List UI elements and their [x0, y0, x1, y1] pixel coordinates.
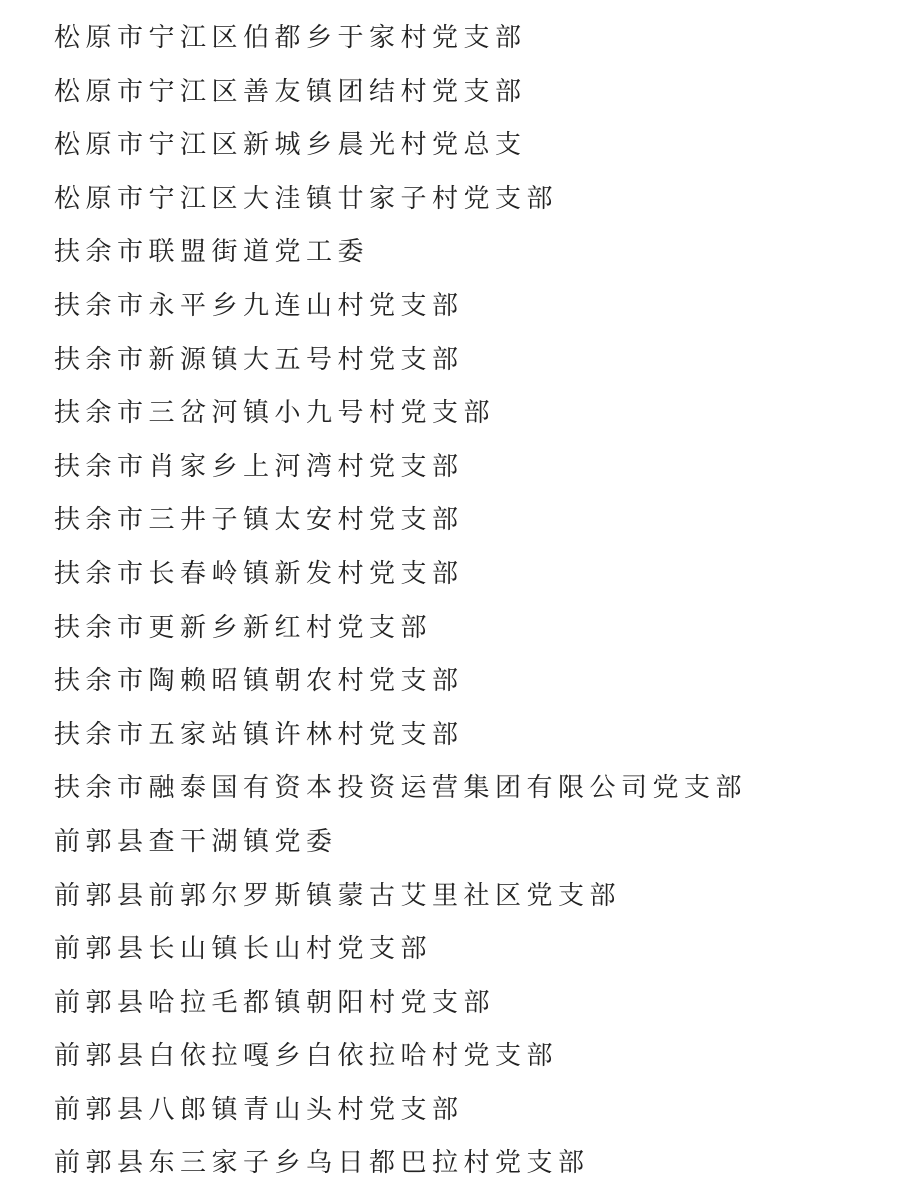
organization-list — [54, 12, 747, 1191]
list-item: 前郭县前郭尔罗斯镇蒙古艾里社区党支部 — [54, 880, 622, 911]
list-item: 扶余市新源镇大五号村党支部 — [54, 344, 464, 375]
list-item: 前郭县东三家子乡乌日都巴拉村党支部 — [54, 1148, 590, 1179]
list-item: 松原市宁江区大洼镇廿家子村党支部 — [54, 183, 559, 214]
list-item: 扶余市三岔河镇小九号村党支部 — [54, 398, 496, 429]
list-item: 扶余市融泰国有资本投资运营集团有限公司党支部 — [54, 773, 748, 804]
list-item: 前郭县白依拉嘎乡白依拉哈村党支部 — [54, 1041, 559, 1072]
list-item: 扶余市联盟街道党工委 — [54, 237, 370, 268]
list-item: 前郭县查干湖镇党委 — [54, 826, 338, 857]
list-item: 松原市宁江区伯都乡于家村党支部 — [54, 23, 527, 53]
list-item: 前郭县哈拉毛都镇朝阳村党支部 — [54, 987, 496, 1018]
list-item: 扶余市五家站镇许林村党支部 — [54, 719, 464, 750]
list-item: 扶余市永平乡九连山村党支部 — [54, 290, 464, 321]
list-item: 前郭县八郎镇青山头村党支部 — [54, 1094, 464, 1125]
list-item: 扶余市三井子镇太安村党支部 — [54, 505, 464, 536]
list-item: 松原市宁江区新城乡晨光村党总支 — [54, 130, 527, 161]
list-item: 扶余市更新乡新红村党支部 — [54, 612, 433, 643]
list-item: 扶余市陶赖昭镇朝农村党支部 — [54, 666, 464, 697]
list-item: 松原市宁江区善友镇团结村党支部 — [54, 76, 527, 107]
list-item: 扶余市肖家乡上河湾村党支部 — [54, 451, 464, 482]
list-item: 扶余市长春岭镇新发村党支部 — [54, 558, 464, 589]
list-item: 前郭县长山镇长山村党支部 — [54, 934, 433, 965]
